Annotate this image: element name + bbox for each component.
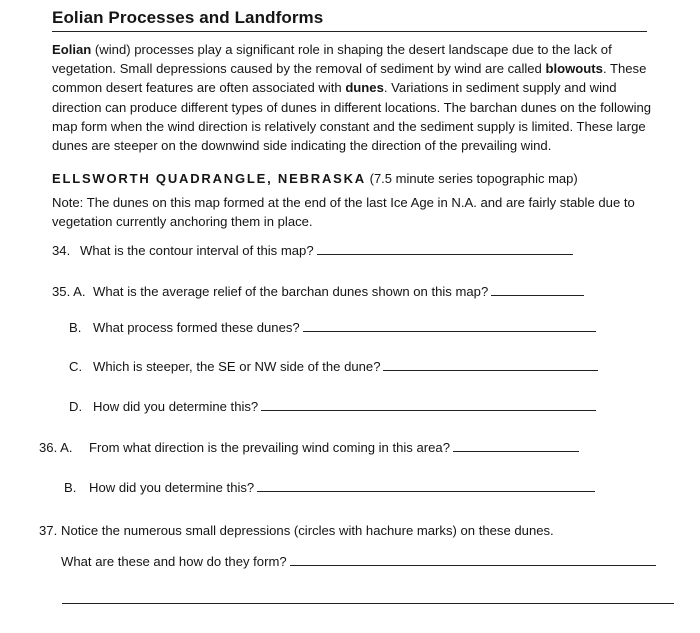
page-title: Eolian Processes and Landforms [52, 8, 324, 27]
map-section-heading [52, 171, 578, 186]
question-text: What process formed these dunes? [93, 320, 300, 335]
term-blowouts: blowouts [545, 61, 603, 77]
question-number: 36. A. [39, 440, 73, 455]
question-text: What is the average relief of the barchan dunes shown on this map? [93, 284, 489, 299]
intro-text-1: (wind) processes play a significant role in shaping the desert landscape due to the lack of vegetation. Small depressions caused by the removal of sediment by wind are called [52, 42, 612, 77]
quadrangle-name: ELLSWORTH QUADRANGLE, NEBRASKA [52, 171, 366, 186]
question-text: What is the contour interval of this map? [80, 243, 314, 258]
answer-line-36b[interactable] [257, 490, 595, 492]
answer-line-35a[interactable] [491, 294, 584, 296]
question-text: What are these and how do they form? [61, 554, 287, 569]
answer-line-35b[interactable] [303, 330, 596, 332]
question-number: 34. [52, 243, 71, 258]
question-text: How did you determine this? [93, 399, 259, 414]
map-series-note: (7.5 minute series topographic map) [366, 171, 578, 186]
question-number: B. [69, 320, 82, 335]
term-dunes: dunes [345, 80, 384, 96]
question-text: How did you determine this? [89, 480, 255, 495]
intro-paragraph [52, 40, 662, 155]
answer-line-37a[interactable] [290, 564, 656, 566]
question-number: 35. A. [52, 284, 86, 299]
question-34 [52, 243, 573, 258]
question-35b [69, 320, 596, 335]
question-text: Which is steeper, the SE or NW side of the dune? [93, 359, 381, 374]
map-note: Note: The dunes on this map formed at the end of the last Ice Age in N.A. and are fairly stable due to vegetation currently anchoring them in place. [52, 195, 635, 230]
intro-text-2: . These common desert features are often associated with [52, 61, 647, 96]
question-number: D. [69, 399, 83, 414]
question-35a [52, 284, 584, 299]
question-36b [64, 480, 595, 495]
question-number: C. [69, 359, 83, 374]
question-text: From what direction is the prevailing wind coming in this area? [89, 440, 450, 455]
question-37-prompt [61, 554, 656, 569]
question-37 [39, 523, 554, 538]
term-eolian: Eolian [52, 42, 92, 57]
answer-line-35d[interactable] [261, 409, 596, 411]
question-text: Notice the numerous small depressions (circles with hachure marks) on these dunes. [61, 523, 554, 538]
answer-line-36a[interactable] [453, 450, 579, 452]
answer-line-34[interactable] [317, 253, 573, 255]
answer-line-35c[interactable] [383, 369, 598, 371]
question-36a [39, 440, 579, 455]
question-number: B. [64, 480, 77, 495]
question-35d [69, 399, 596, 414]
question-number: 37. [39, 523, 58, 538]
intro-text-3: . Variations in sediment supply and wind direction can produce different types of dunes in different locations. The barchan dunes on the following map form when the wind direction is relatively constant and the sediment supply is limited. These large dunes are steeper on the downwind side indicating the direction of the prevailing wind. [52, 80, 652, 154]
question-35c [69, 359, 598, 374]
title-underline [52, 31, 647, 32]
answer-line-37b[interactable] [62, 603, 674, 604]
